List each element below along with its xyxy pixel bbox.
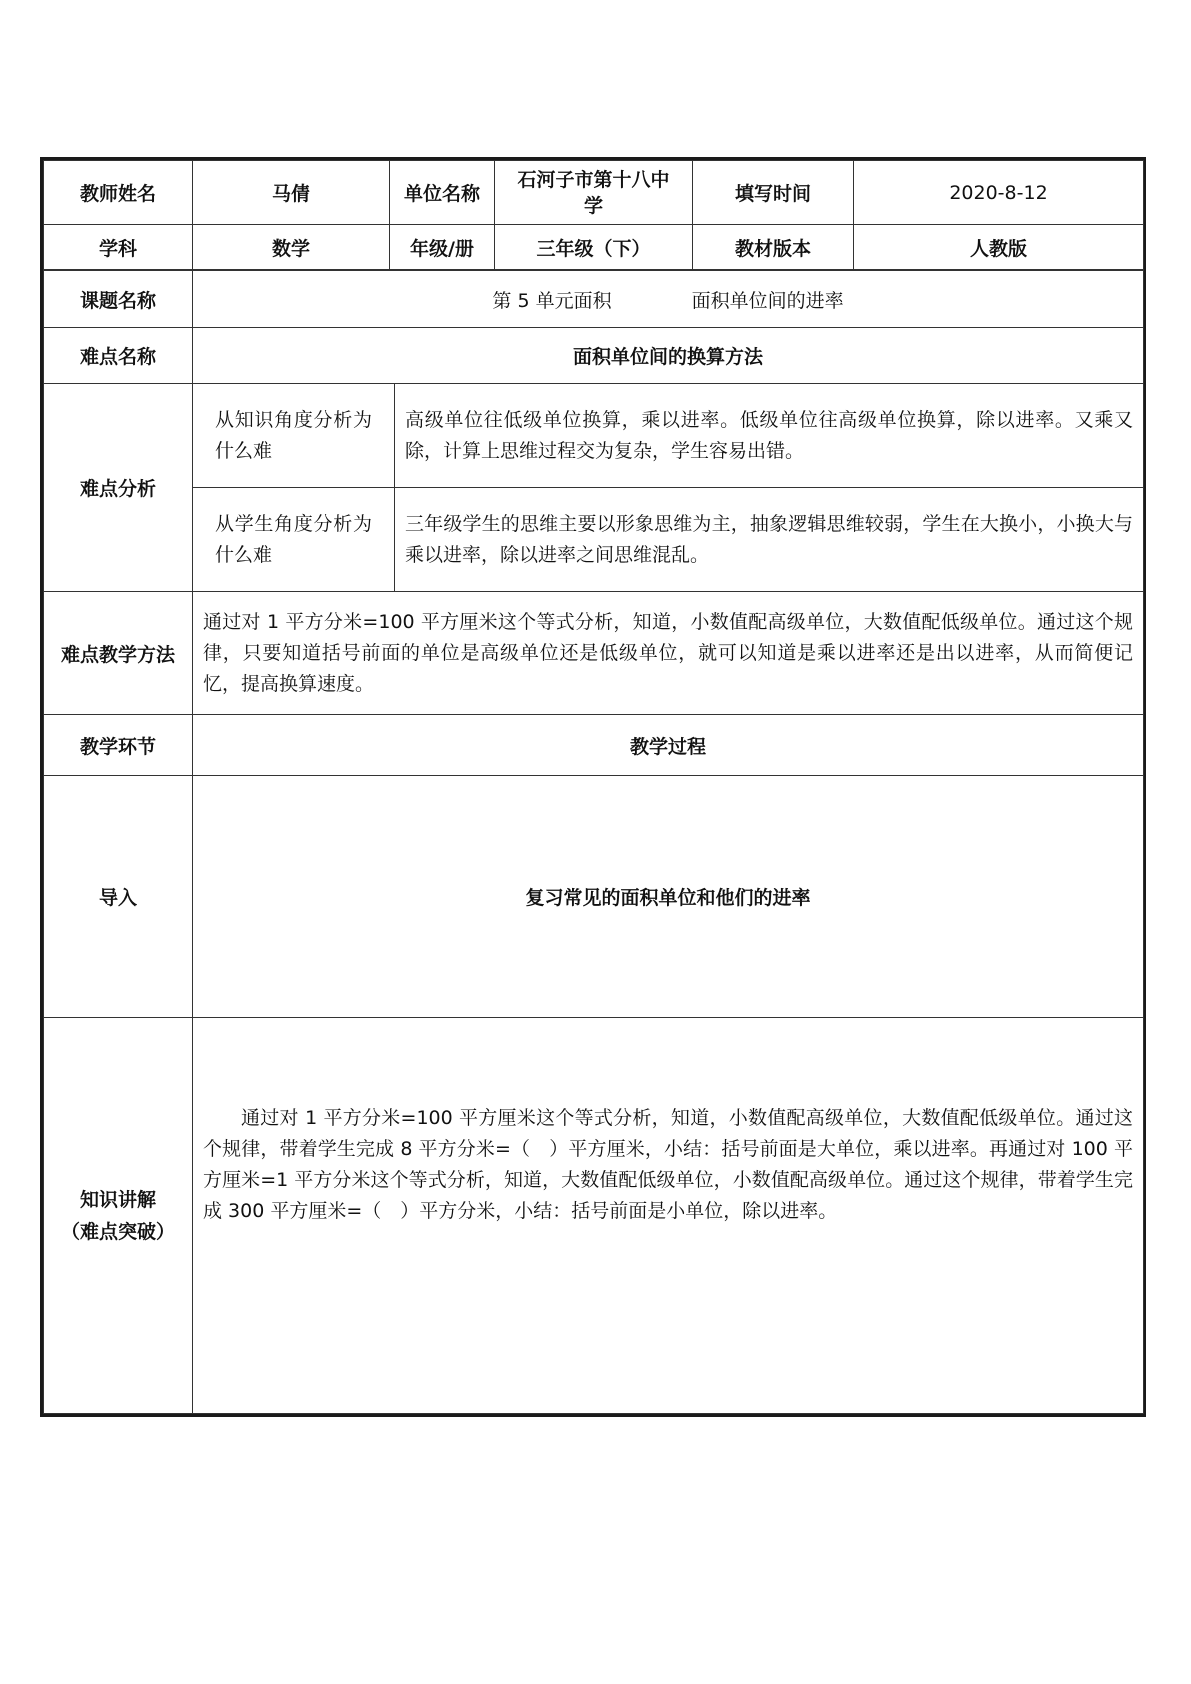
explain-label-main: 知识讲解 bbox=[79, 1188, 156, 1211]
analysis-label: 难点分析 bbox=[44, 384, 193, 592]
date-label: 填写时间 bbox=[693, 161, 854, 225]
explain-label bbox=[44, 1018, 193, 1414]
knowledge-angle-label: 从知识角度分析为什么难 bbox=[193, 384, 395, 488]
subject-label: 学科 bbox=[44, 225, 193, 270]
process-label: 教学过程 bbox=[193, 715, 1144, 776]
explain-label-sub: （难点突破） bbox=[60, 1220, 175, 1243]
body-table bbox=[43, 270, 1144, 1414]
stage-label: 教学环节 bbox=[44, 715, 193, 776]
grade-label: 年级/册 bbox=[390, 225, 495, 270]
unit-label: 单位名称 bbox=[390, 161, 495, 225]
knowledge-angle-text: 高级单位往低级单位换算，乘以进率。低级单位往高级单位换算，除以进率。又乘又除，计算上思维过程交为复杂，学生容易出错。 bbox=[395, 384, 1144, 488]
intro-label: 导入 bbox=[44, 776, 193, 1018]
student-angle-text: 三年级学生的思维主要以形象思维为主，抽象逻辑思维较弱，学生在大换小，小换大与乘以进率，除以进率之间思维混乱。 bbox=[395, 488, 1144, 592]
date-value: 2020-8-12 bbox=[854, 161, 1144, 225]
difficulty-label: 难点名称 bbox=[44, 328, 193, 384]
topic-title: 面积单位间的进率 bbox=[691, 289, 844, 312]
teacher-value: 马倩 bbox=[193, 161, 390, 225]
teacher-label: 教师姓名 bbox=[44, 161, 193, 225]
topic-unit: 第 5 单元面积 bbox=[492, 289, 612, 312]
topic-label: 课题名称 bbox=[44, 271, 193, 328]
grade-value: 三年级（下） bbox=[495, 225, 693, 270]
lesson-plan-form bbox=[40, 157, 1146, 1417]
explain-text: 通过对 1 平方分米=100 平方厘米这个等式分析，知道，小数值配高级单位，大数值配低级单位。通过这个规律，带着学生完成 8 平方分米=（ ）平方厘米，小结：括号前面是大单位，乘以进率。再通过对 100 平方厘米=1 平方分米这个等式分析，知道，大数值配低级单位，小数值配高级单位。通过这个规律，带着学生完成 300 平方厘米=（ ）平方分米，小结：括号前面是小单位，除以进率。 bbox=[193, 1018, 1144, 1414]
student-angle-label: 从学生角度分析为什么难 bbox=[193, 488, 395, 592]
topic-value bbox=[193, 271, 1144, 328]
edition-value: 人教版 bbox=[854, 225, 1144, 270]
header-table bbox=[43, 160, 1144, 270]
intro-text: 复习常见的面积单位和他们的进率 bbox=[193, 776, 1144, 1018]
method-label: 难点教学方法 bbox=[44, 592, 193, 715]
subject-value: 数学 bbox=[193, 225, 390, 270]
edition-label: 教材版本 bbox=[693, 225, 854, 270]
unit-value: 石河子市第十八中学 bbox=[495, 161, 693, 225]
difficulty-value: 面积单位间的换算方法 bbox=[193, 328, 1144, 384]
method-text: 通过对 1 平方分米=100 平方厘米这个等式分析，知道，小数值配高级单位，大数值配低级单位。通过这个规律，只要知道括号前面的单位是高级单位还是低级单位，就可以知道是乘以进率还是出以进率，从而简便记忆，提高换算速度。 bbox=[193, 592, 1144, 715]
